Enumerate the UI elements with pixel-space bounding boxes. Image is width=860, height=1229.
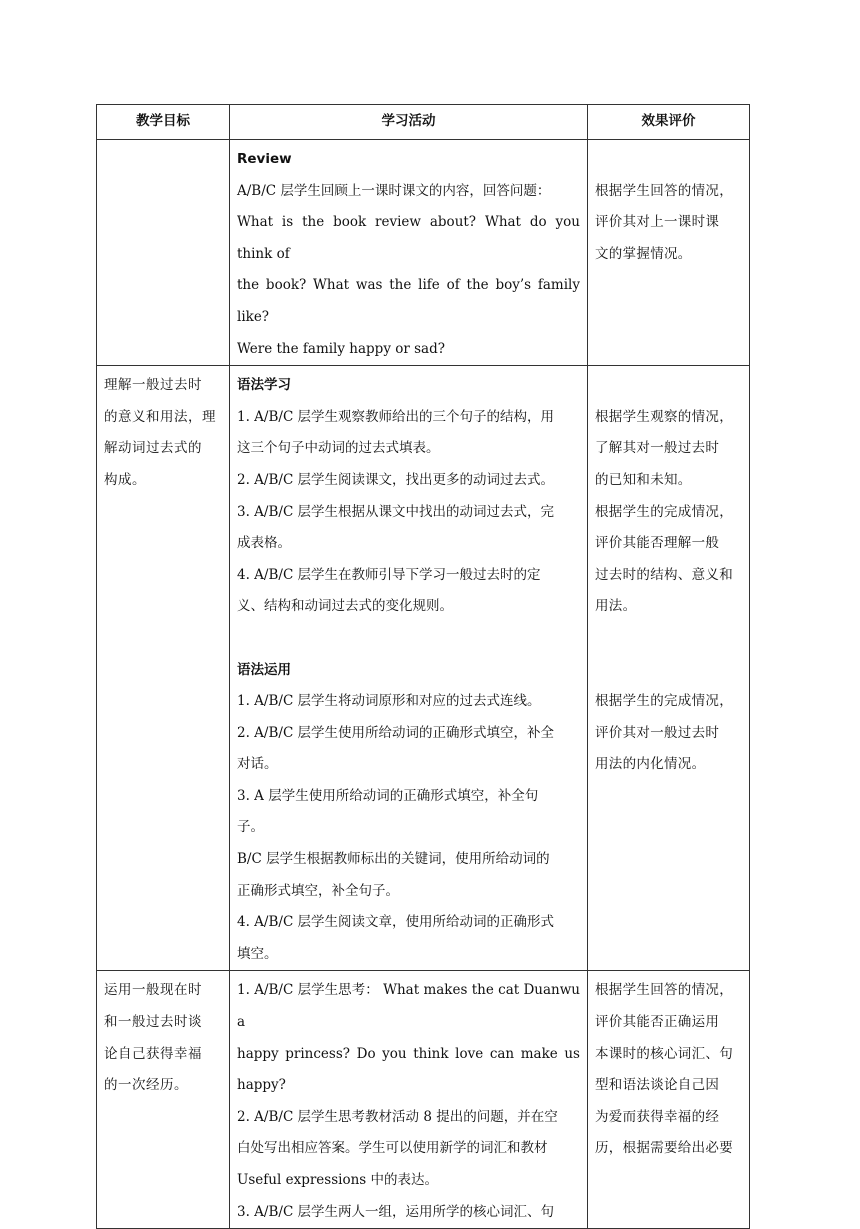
objective-line: 构成。 [104, 471, 146, 488]
evaluation-line: 为爱而获得幸福的经 [595, 1108, 720, 1125]
activity-line: 4. A/B/C 层学生阅读文章，使用所给动词的正确形式 [237, 914, 555, 931]
activity-line: 对话。 [237, 756, 278, 773]
evaluation-line: 根据学生的完成情况， [595, 503, 733, 520]
activity-line: 白处写出相应答案。学生可以使用新学的词汇和教材 [237, 1140, 548, 1157]
activity-line: 2. A/B/C 层学生使用所给动词的正确形式填空，补全 [237, 724, 555, 741]
objective-line: 的一次经历。 [104, 1077, 188, 1094]
activity-title: 语法学习 [237, 377, 291, 394]
evaluation-line: 本课时的核心词汇、句 [595, 1045, 733, 1062]
spacer [595, 623, 742, 655]
evaluation-line: 根据学生的完成情况， [595, 693, 733, 710]
activity-line: 正确形式填空，补全句子。 [237, 882, 399, 899]
activity-line: 2. A/B/C 层学生思考教材活动 8 提出的问题，并在空 [237, 1108, 558, 1125]
activity-title: 语法运用 [237, 661, 291, 678]
activity-line: 1. A/B/C 层学生观察教师给出的三个句子的结构，用 [237, 408, 555, 425]
evaluation-line: 文的掌握情况。 [595, 245, 692, 262]
activity-line: A/B/C 层学生回顾上一课时课文的内容，回答问题： [237, 182, 551, 199]
activity-line: 成表格。 [237, 535, 291, 552]
evaluation-line: 评价其对一般过去时 [595, 724, 720, 741]
activity-line: the book? What was the life of the boy’s family like? [237, 277, 580, 325]
activity-cell [230, 971, 588, 1229]
activity-line: 1. A/B/C 层学生将动词原形和对应的过去式连线。 [237, 693, 541, 710]
activity-line: 4. A/B/C 层学生在教师引导下学习一般过去时的定 [237, 566, 541, 583]
spacer [595, 370, 742, 402]
activity-cell [230, 140, 588, 366]
evaluation-line: 的已知和未知。 [595, 471, 692, 488]
evaluation-line: 评价其能否理解一般 [595, 535, 720, 552]
objective-line: 解动词过去式的 [104, 440, 202, 457]
evaluation-line: 用法的内化情况。 [595, 756, 706, 773]
activity-line: 1. A/B/C 层学生思考： What makes the cat Duanwu a [237, 982, 580, 1031]
lesson-plan-table [96, 104, 750, 1229]
activity-line: Useful expressions 中的表达。 [237, 1172, 438, 1188]
activity-line: Were the family happy or sad? [237, 340, 445, 357]
activity-line: 这三个句子中动词的过去式填表。 [237, 440, 440, 457]
activity-line: happy princess? Do you think love can make us happy? [237, 1045, 580, 1094]
objective-cell [97, 366, 230, 971]
objective-line: 和一般过去时谈 [104, 1014, 202, 1031]
evaluation-cell [588, 366, 750, 971]
evaluation-cell [588, 140, 750, 366]
evaluation-line: 评价其对上一课时课 [595, 214, 720, 231]
activity-line: 3. A 层学生使用所给动词的正确形式填空，补全句 [237, 787, 539, 804]
activity-line: 子。 [237, 819, 264, 836]
header-objective: 教学目标 [97, 105, 230, 140]
objective-line: 理解一般过去时 [104, 377, 202, 394]
activity-cell [230, 366, 588, 971]
spacer [595, 144, 742, 176]
activity-line: 3. A/B/C 层学生两人一组，运用所学的核心词汇、句 [237, 1203, 555, 1220]
activity-title: Review [237, 151, 292, 167]
evaluation-line: 历，根据需要给出必要 [595, 1140, 733, 1157]
objective-cell [97, 140, 230, 366]
header-activity: 学习活动 [230, 105, 588, 140]
evaluation-cell [588, 971, 750, 1229]
objective-line: 论自己获得幸福 [104, 1045, 202, 1062]
activity-line: 填空。 [237, 945, 278, 962]
table-header-row [97, 105, 750, 140]
evaluation-line: 了解其对一般过去时 [595, 440, 720, 457]
table-row [97, 971, 750, 1229]
objective-line: 的意义和用法，理 [104, 408, 216, 425]
evaluation-line: 过去时的结构、意义和 [595, 566, 733, 583]
activity-line: B/C 层学生根据教师标出的关键词，使用所给动词的 [237, 851, 550, 868]
evaluation-line: 根据学生回答的情况， [595, 982, 733, 999]
evaluation-line: 用法。 [595, 598, 637, 615]
evaluation-line: 评价其能否正确运用 [595, 1014, 720, 1031]
table-row [97, 140, 750, 366]
activity-line: What is the book review about? What do you think of [237, 214, 580, 262]
activity-line: 义、结构和动词过去式的变化规则。 [237, 598, 453, 615]
evaluation-line: 型和语法谈论自己因 [595, 1077, 720, 1094]
table-row [97, 366, 750, 971]
header-evaluation: 效果评价 [588, 105, 750, 140]
activity-line: 2. A/B/C 层学生阅读课文，找出更多的动词过去式。 [237, 471, 555, 488]
spacer [595, 655, 742, 687]
objective-line: 运用一般现在时 [104, 982, 202, 999]
evaluation-line: 根据学生回答的情况， [595, 182, 733, 199]
objective-cell [97, 971, 230, 1229]
activity-line: 3. A/B/C 层学生根据从课文中找出的动词过去式，完 [237, 503, 555, 520]
spacer [237, 623, 580, 655]
evaluation-line: 根据学生观察的情况， [595, 408, 733, 425]
